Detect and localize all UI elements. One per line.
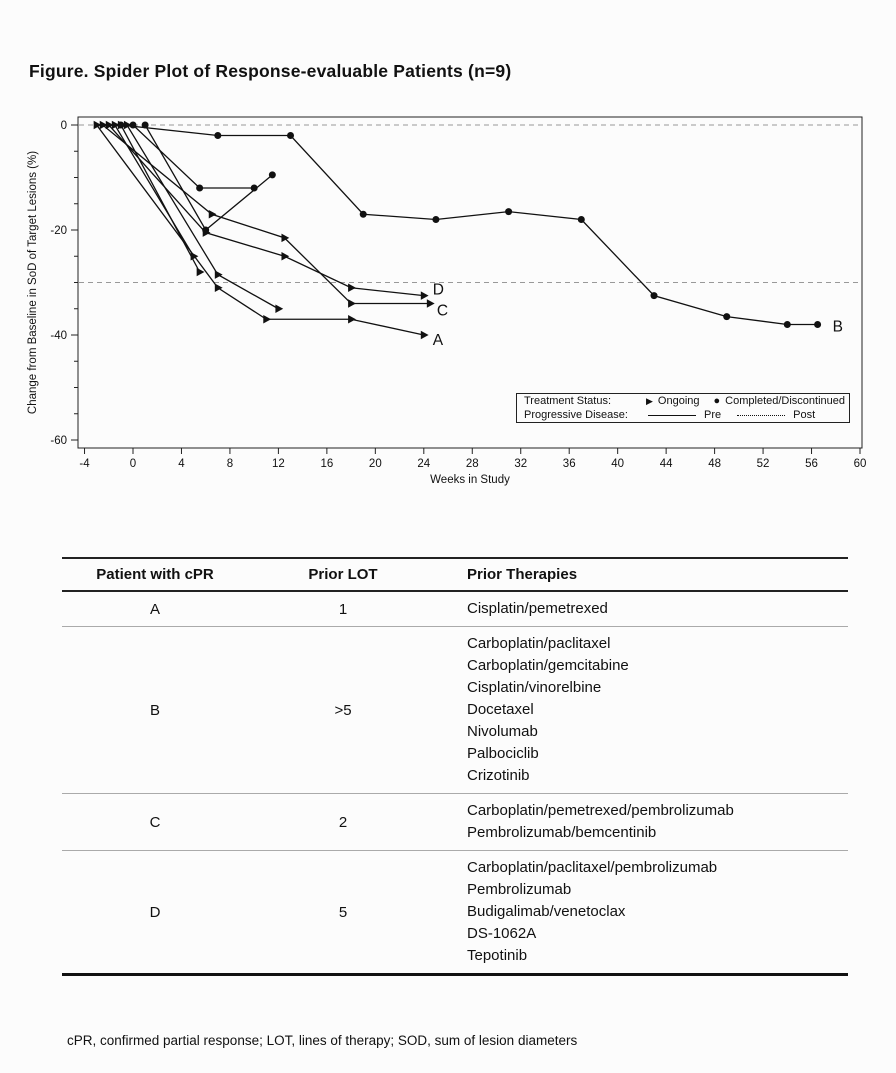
circle-marker [723, 313, 730, 320]
therapy-line: Carboplatin/pemetrexed/pembrolizumab [467, 802, 734, 819]
triangle-marker [209, 210, 217, 218]
x-tick-label-60: 60 [853, 458, 867, 470]
abbreviations-footnote: cPR, confirmed partial response; LOT, lines of therapy; SOD, sum of lesion diameters [67, 1033, 578, 1048]
legend-progressive-disease-row [524, 408, 849, 422]
table-row-patient-A [62, 591, 848, 627]
prior-lot-cell: >5 [248, 627, 438, 794]
spider-plot [0, 90, 896, 500]
therapy-line: Carboplatin/paclitaxel [467, 635, 611, 652]
triangle-marker [427, 299, 435, 307]
x-tick-label-48: 48 [708, 458, 722, 470]
patient-id-cell: A [62, 591, 248, 627]
header-prior-therapies: Prior Therapies [438, 558, 848, 591]
table-row-patient-B [62, 627, 848, 794]
prior-lot-cell: 5 [338, 903, 348, 921]
therapy-line: Budigalimab/venetoclax [467, 903, 626, 920]
therapy-line: Pembrolizumab/bemcentinib [467, 824, 657, 841]
x-tick-label-36: 36 [562, 458, 576, 470]
circle-marker [784, 321, 791, 328]
x-axis-title: Weeks in Study [430, 474, 510, 486]
therapy-line: Carboplatin/gemcitabine [467, 657, 629, 674]
patient-id-cell: B [62, 627, 248, 794]
x-tick-label-32: 32 [514, 458, 528, 470]
patient-label-C: C [436, 302, 449, 320]
therapy-line: Pembrolizumab [467, 881, 572, 898]
therapy-line: Tepotinib [467, 947, 528, 964]
legend-progressive-disease-label: Progressive Disease: [524, 409, 628, 421]
circle-marker [196, 185, 203, 192]
patient-label-B: B [832, 318, 843, 336]
triangle-marker [348, 315, 356, 323]
pre-solid-line-icon [648, 415, 696, 416]
therapy-line: Palbociclib [467, 745, 539, 762]
prior-therapies-cell [438, 794, 848, 851]
table-header-row [62, 558, 848, 591]
circle-marker [142, 122, 149, 129]
triangle-marker [421, 331, 429, 339]
x-tick-label-44: 44 [659, 458, 673, 470]
prior-therapies-cell [438, 591, 848, 627]
x-tick-label-56: 56 [805, 458, 818, 470]
post-dotted-line-icon [737, 415, 785, 416]
patient-label-A: A [432, 332, 444, 349]
prior-therapies-cell [438, 851, 848, 975]
prior-lot-cell: 2 [248, 794, 438, 851]
patient-label-D: D [432, 281, 445, 299]
series-line-B [121, 125, 818, 325]
spider-plot-canvas [0, 90, 896, 500]
figure-title: Figure. Spider Plot of Response-evaluable Patients (n=9) [29, 61, 512, 81]
x-tick-label-16: 16 [320, 458, 334, 470]
legend-completed-label: Completed/Discontinued [725, 395, 846, 407]
x-tick-label-0: 0 [129, 458, 137, 470]
y-tick-label--20: -20 [50, 225, 67, 237]
prior-therapies-cell [438, 627, 848, 794]
legend-ongoing-label: Ongoing [657, 395, 700, 407]
circle-marker [269, 171, 276, 178]
legend-pre-label: Pre [704, 409, 722, 421]
circle-marker [360, 211, 367, 218]
circle-marker [202, 227, 209, 234]
y-tick-label--40: -40 [50, 330, 67, 342]
x-tick-label-28: 28 [465, 458, 479, 470]
series-line-D [109, 125, 424, 296]
header-patient-with-cpr: Patient with cPR [62, 558, 248, 591]
therapy-line: Carboplatin/paclitaxel/pembrolizumab [467, 859, 718, 876]
header-prior-lot: Prior LOT [248, 558, 438, 591]
y-tick-label-0: 0 [60, 120, 67, 132]
y-axis-title: Change from Baseline in SoD of Target Lesions (%) [27, 150, 39, 415]
table-row-patient-C [62, 794, 848, 851]
therapy-line: Crizotinib [467, 767, 530, 784]
x-tick-label--4: -4 [79, 458, 90, 470]
x-tick-label-40: 40 [611, 458, 625, 470]
legend-post-label: Post [793, 409, 816, 421]
legend-treatment-status-row [524, 394, 849, 408]
triangle-marker [263, 315, 271, 323]
circle-marker [578, 216, 585, 223]
triangle-marker [275, 305, 283, 313]
table-row-patient-D [62, 851, 848, 975]
patient-id-cell: C [62, 794, 248, 851]
therapy-line: Docetaxel [467, 701, 534, 718]
series-line-C [103, 125, 430, 304]
legend-treatment-status-label: Treatment Status: [524, 395, 612, 407]
series-line-Patient-6 [145, 125, 272, 230]
prior-lot-cell: 1 [248, 591, 438, 627]
triangle-marker [348, 284, 356, 292]
plot-legend [516, 393, 850, 423]
x-tick-label-4: 4 [178, 458, 185, 470]
x-tick-label-12: 12 [272, 458, 285, 470]
therapy-line: Cisplatin/vinorelbine [467, 679, 602, 696]
circle-marker [214, 132, 221, 139]
completed-circle-icon: ● [713, 395, 721, 407]
x-tick-label-24: 24 [417, 458, 431, 470]
patient-id-cell: D [149, 903, 161, 921]
x-tick-label-20: 20 [368, 458, 382, 470]
triangle-marker [421, 291, 429, 299]
triangle-marker [348, 299, 356, 307]
therapy-line: DS-1062A [467, 925, 537, 942]
y-tick-label--60: -60 [50, 435, 67, 447]
circle-marker [287, 132, 294, 139]
circle-marker [651, 292, 658, 299]
triangle-marker [281, 252, 289, 260]
circle-marker [505, 208, 512, 215]
triangle-marker [215, 270, 223, 278]
therapy-line: Cisplatin/pemetrexed [467, 600, 608, 617]
ongoing-triangle-icon: ▶ [646, 396, 653, 406]
circle-marker [432, 216, 439, 223]
x-tick-label-52: 52 [756, 458, 770, 470]
series-line-Patient-7 [127, 125, 278, 309]
circle-marker [814, 321, 821, 328]
x-tick-label-8: 8 [226, 458, 234, 470]
prior-therapy-table [62, 557, 848, 976]
therapy-line: Nivolumab [467, 723, 538, 740]
